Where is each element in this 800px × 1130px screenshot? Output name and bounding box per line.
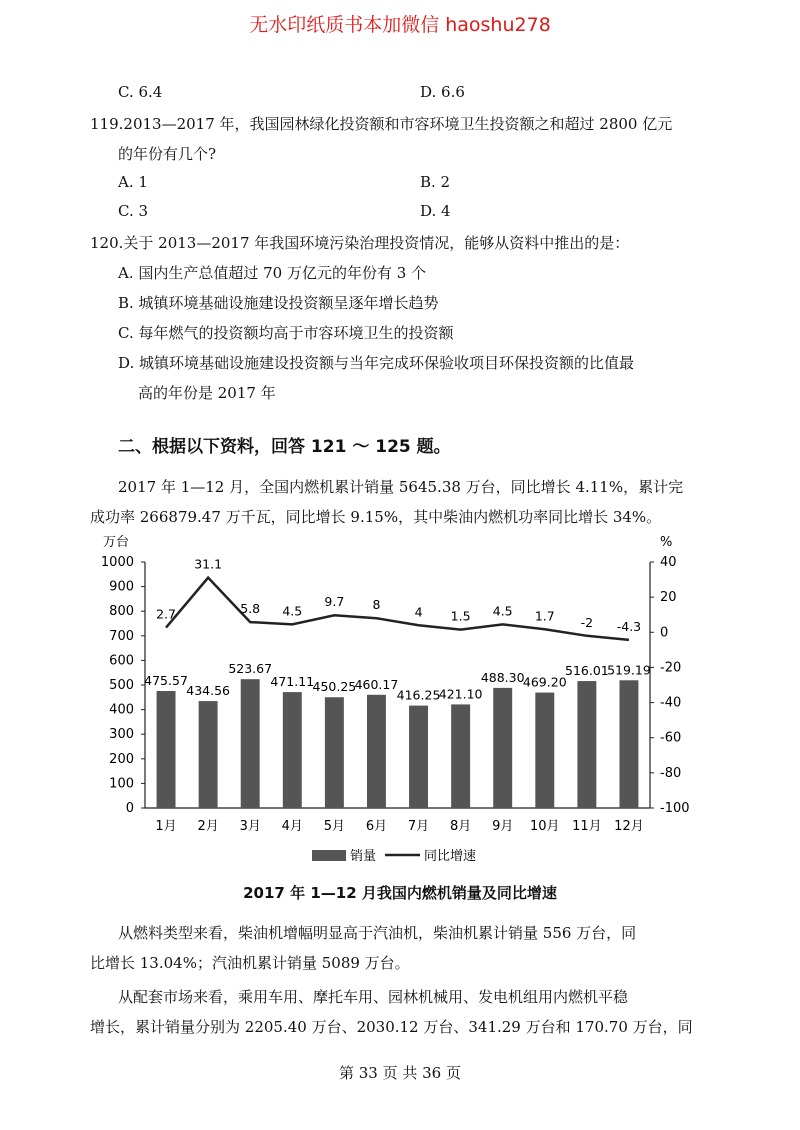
bar-labels (144, 661, 651, 702)
q119-option-d: D. 4 (420, 202, 451, 220)
growth-value-label: 4 (414, 604, 423, 620)
category-label: 1月 (155, 819, 177, 834)
line-series (156, 557, 641, 640)
chart-caption: 2017 年 1—12 月我国内燃机销量及同比增速 (243, 884, 557, 902)
category-label: 2月 (197, 819, 219, 834)
q119-option-b: B. 2 (420, 173, 451, 191)
watermark: 无水印纸质书本加微信 haoshu278 (249, 14, 551, 36)
right-axis-tick-label: -60 (660, 730, 682, 746)
legend (312, 848, 476, 864)
bar-value-label: 471.11 (270, 674, 315, 690)
right-axis-tick-label: -100 (660, 801, 690, 816)
bar-value-label: 421.10 (438, 686, 483, 702)
category-label: 6月 (365, 819, 388, 834)
bar-value-label: 469.20 (522, 674, 567, 690)
q120-option-b: B. 城镇环境基础设施建设投资额呈逐年增长趋势 (118, 294, 439, 312)
left-axis-tick-label: 100 (109, 776, 134, 792)
growth-value-label: 4.5 (282, 603, 303, 619)
intro-line2: 成功率 266879.47 万千瓦，同比增长 9.15%，其中柴油内燃机功率同比增长 34%。 (90, 508, 662, 526)
growth-value-label: 8 (372, 597, 381, 613)
bar-value-label: 460.17 (354, 676, 399, 692)
left-axis-tick-label: 500 (109, 678, 134, 693)
bar (619, 680, 638, 808)
bar (157, 691, 176, 808)
growth-value-label: 9.7 (324, 594, 345, 610)
section-title: 二、根据以下资料，回答 121 ～ 125 题。 (118, 437, 451, 457)
left-axis-tick-label: 700 (109, 628, 134, 644)
bar (535, 693, 554, 808)
after-chart-p1-line2: 比增长 13.04%；汽油机累计销量 5089 万台。 (90, 954, 410, 972)
q118-option-d: D. 6.6 (420, 83, 465, 101)
category-label: 8月 (449, 819, 472, 834)
left-axis-tick-label: 400 (109, 702, 134, 718)
legend-bar-swatch (312, 850, 346, 861)
q118-option-c: C. 6.4 (118, 83, 163, 101)
bar (367, 695, 386, 808)
right-axis-tick-label: -20 (660, 660, 682, 676)
right-axis (650, 555, 690, 816)
bar-value-label: 450.25 (312, 679, 357, 695)
legend-bar-label: 销量 (350, 849, 377, 864)
category-label: 10月 (530, 819, 560, 834)
q119-stem-line2: 的年份有几个? (118, 145, 217, 163)
q120-option-a: A. 国内生产总值超过 70 万亿元的年份有 3 个 (118, 264, 427, 282)
left-axis-tick-label: 800 (109, 604, 134, 620)
q120-stem: 120.关于 2013—2017 年我国环境污染治理投资情况，能够从资料中推出的是： (90, 234, 630, 252)
after-chart-p2-line2: 增长，累计销量分别为 2205.40 万台、2030.12 万台、341.29 万台和 170.70 万台，同 (90, 1018, 693, 1036)
after-chart-p2-line1: 从配套市场来看，乘用车用、摩托车用、园林机械用、发电机组用内燃机平稳 (118, 988, 629, 1006)
category-label: 5月 (323, 819, 346, 834)
growth-value-label: -4.3 (616, 618, 642, 634)
q119-option-a: A. 1 (118, 173, 148, 191)
right-axis-tick-label: 40 (660, 555, 677, 570)
bar-value-label: 519.19 (607, 662, 651, 678)
bar (493, 688, 512, 808)
bar-value-label: 516.01 (565, 663, 609, 679)
right-axis-unit: % (660, 535, 673, 550)
right-axis-tick-label: -40 (660, 695, 682, 711)
bar-value-label: 488.30 (480, 669, 525, 685)
right-axis-tick-label: 0 (660, 625, 669, 641)
q119-option-c: C. 3 (118, 202, 149, 220)
category-label: 4月 (281, 819, 303, 834)
growth-value-label: -2 (580, 614, 594, 630)
bar (577, 681, 596, 808)
bar-value-label: 434.56 (186, 683, 230, 699)
bar (409, 706, 428, 808)
left-axis-tick-label: 0 (125, 801, 134, 816)
left-axis-tick-label: 600 (109, 653, 134, 669)
growth-value-label: 31.1 (194, 556, 223, 572)
category-label: 3月 (239, 819, 261, 834)
q120-option-c: C. 每年燃气的投资额均高于市容环境卫生的投资额 (118, 324, 454, 342)
category-label: 12月 (614, 819, 644, 834)
left-axis-tick-label: 300 (109, 727, 134, 743)
category-label: 7月 (407, 819, 430, 834)
bar-value-label: 416.25 (396, 687, 441, 703)
q119-stem-line1: 119.2013—2017 年，我国园林绿化投资额和市容环境卫生投资额之和超过 2800 亿元 (90, 115, 673, 133)
right-axis-tick-label: -80 (660, 765, 682, 781)
sales-growth-chart (0, 530, 800, 875)
growth-value-label: 5.8 (240, 601, 261, 617)
category-label: 9月 (492, 819, 514, 834)
growth-value-label: 1.5 (450, 608, 471, 624)
bar (283, 692, 302, 808)
right-axis-tick-label: 20 (660, 590, 677, 606)
left-axis-unit: 万台 (103, 535, 130, 550)
bar (325, 697, 344, 808)
bar-value-label: 475.57 (144, 673, 188, 689)
bar-value-label: 523.67 (228, 661, 273, 677)
left-axis-tick-label: 200 (109, 751, 134, 767)
category-labels (155, 819, 643, 834)
growth-value-label: 2.7 (156, 606, 176, 622)
left-axis-tick-label: 1000 (100, 555, 134, 570)
q120-option-d-line2: 高的年份是 2017 年 (138, 384, 276, 402)
bar (199, 701, 218, 808)
bar (451, 704, 470, 808)
growth-value-label: 4.5 (492, 603, 513, 619)
after-chart-p1-line1: 从燃料类型来看，柴油机增幅明显高于汽油机，柴油机累计销量 556 万台，同 (118, 924, 637, 942)
q120-option-d-line1: D. 城镇环境基础设施建设投资额与当年完成环保验收项目环保投资额的比值最 (118, 354, 635, 372)
legend-line-label: 同比增速 (424, 849, 477, 864)
intro-line1: 2017 年 1—12 月，全国内燃机累计销量 5645.38 万台，同比增长 4.11%，累计完 (118, 478, 684, 496)
left-axis-tick-label: 900 (109, 579, 134, 595)
growth-line (166, 578, 629, 640)
bar (241, 679, 260, 808)
growth-value-label: 1.7 (534, 608, 555, 624)
page-footer: 第 33 页 共 36 页 (338, 1064, 461, 1082)
category-label: 11月 (572, 819, 602, 834)
